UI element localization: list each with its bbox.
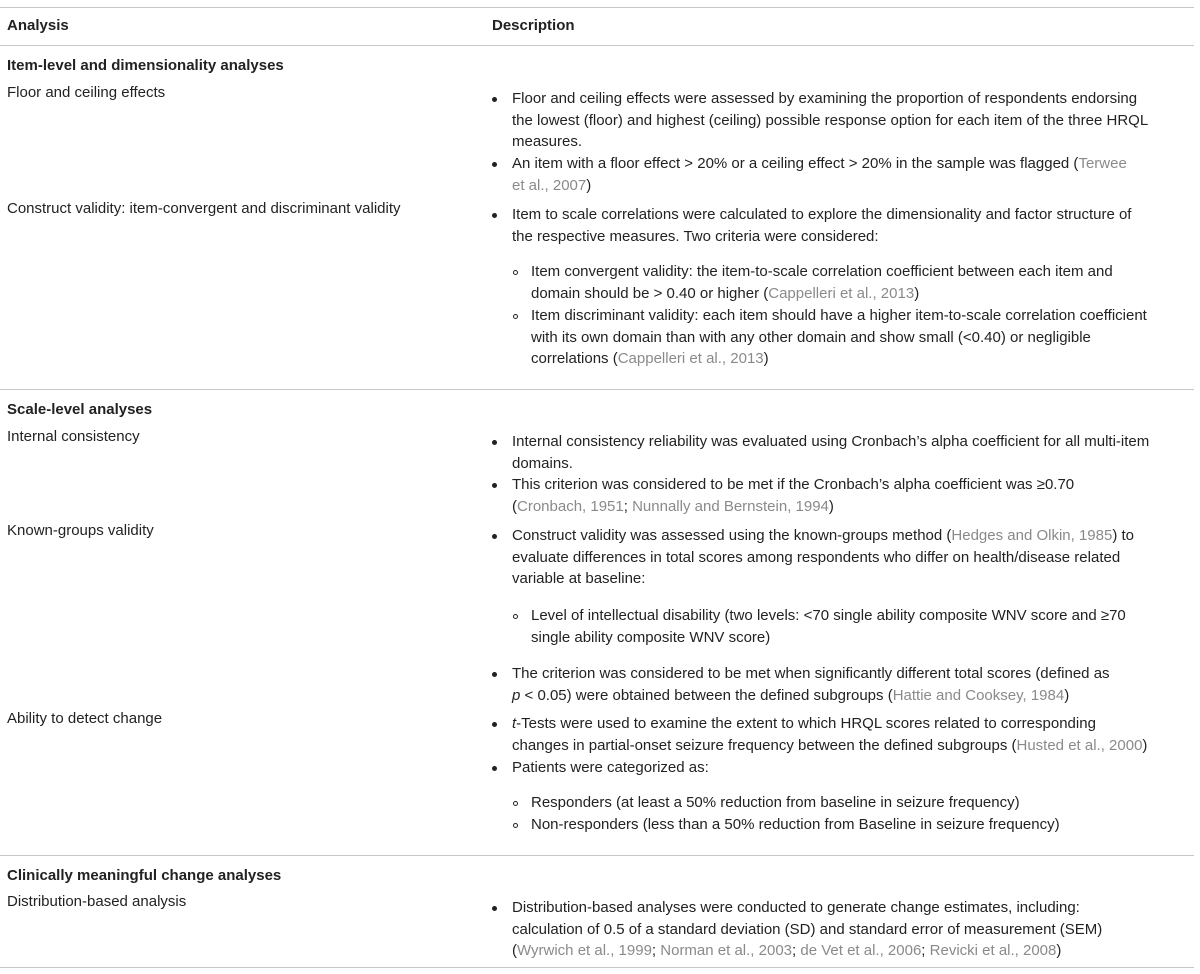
hollow-bullet-icon <box>513 314 518 319</box>
bullet-icon <box>492 534 497 539</box>
text-line <box>512 713 1096 735</box>
text-fragment: variable at baseline: <box>512 570 646 587</box>
bullet-icon <box>492 213 497 218</box>
section-title: Clinically meaningful change analyses <box>7 867 282 884</box>
text-line <box>512 110 1148 132</box>
hollow-bullet-icon <box>513 614 518 619</box>
citation-link: et al., 2007 <box>512 176 587 194</box>
text-fragment: the respective measures. Two criteria were considered: <box>512 227 879 245</box>
text-fragment: changes in partial-onset seizure frequency between the defined subgroups ( <box>512 736 1017 754</box>
bullet-icon <box>492 906 497 911</box>
text-line <box>512 757 709 779</box>
section-title: Scale-level analyses <box>7 401 153 418</box>
citation-link: Cappelleri et al., 2013 <box>768 284 915 302</box>
text-line <box>512 940 1061 962</box>
text-line <box>512 474 1074 496</box>
section-divider <box>0 389 1194 390</box>
citation-link: Revicki et al., 2008 <box>929 942 1057 959</box>
bullet-icon <box>492 766 497 771</box>
text-line <box>531 627 770 649</box>
text-fragment: evaluate differences in total scores among respondents who differ on health/disease related <box>512 548 1121 566</box>
text-line <box>531 327 1091 349</box>
text-fragment: Floor and ceiling effects were assessed by examining the proportion of respondents endorsing <box>512 90 1138 107</box>
hollow-bullet-icon <box>513 823 518 828</box>
citation-link: de Vet et al., 2006 <box>800 942 922 959</box>
citation-link: Terwee <box>1078 155 1127 172</box>
text-fragment: ; <box>792 942 801 959</box>
text-fragment: ) <box>586 176 592 194</box>
text-line <box>512 88 1137 110</box>
text-fragment: ) <box>1142 736 1148 754</box>
citation-link: Wyrwich et al., 1999 <box>517 942 652 959</box>
text-line <box>512 525 1134 547</box>
column-header-analysis: Analysis <box>7 17 69 34</box>
text-line <box>512 131 582 153</box>
citation-link: Norman et al., 2003 <box>660 942 793 959</box>
text-line <box>531 792 1020 814</box>
citation-link: Nunnally and Bernstein, 1994 <box>632 497 829 515</box>
bullet-icon <box>492 483 497 488</box>
text-fragment: Internal consistency reliability was evaluated using Cronbach’s alpha coefficient for all multi-item <box>512 433 1150 450</box>
text-line <box>512 204 1131 226</box>
text-fragment: An item with a floor effect > 20% or a ceiling effect > 20% in the sample was flagged ( <box>512 155 1079 172</box>
text-fragment: Patients were categorized as: <box>512 759 709 776</box>
text-fragment: -Tests were used to examine the extent to which HRQL scores related to corresponding <box>516 715 1096 732</box>
text-fragment: ; <box>623 497 633 515</box>
row-label: Distribution-based analysis <box>7 893 187 910</box>
text-fragment: Level of intellectual disability (two levels: <70 single ability composite WNV score and ≥70 <box>531 607 1126 624</box>
text-fragment: ) <box>914 284 920 302</box>
text-line <box>512 568 645 590</box>
bullet-icon <box>492 672 497 677</box>
text-fragment: ) <box>763 350 769 367</box>
row-label: Ability to detect change <box>7 710 163 727</box>
text-fragment: domains. <box>512 454 573 472</box>
text-fragment: Item to scale correlations were calculated to explore the dimensionality and factor structure of <box>512 206 1132 223</box>
text-fragment: ) to <box>1112 527 1135 544</box>
citation-link: Cappelleri et al., 2013 <box>617 350 764 367</box>
text-line <box>512 431 1149 453</box>
text-line <box>512 496 834 518</box>
table-bottom-rule <box>0 967 1194 968</box>
text-fragment: single ability composite WNV score) <box>531 628 771 646</box>
text-line <box>512 897 1080 919</box>
text-fragment: domain should be > 0.40 or higher ( <box>531 284 769 302</box>
text-line <box>531 814 1060 836</box>
section-title: Item-level and dimensionality analyses <box>7 57 284 74</box>
citation-link: Hedges and Olkin, 1985 <box>951 527 1113 544</box>
row-label: Construct validity: item-convergent and discriminant validity <box>7 200 401 217</box>
citation-link: Cronbach, 1951 <box>517 497 624 515</box>
text-fragment: calculation of 0.5 of a standard deviation (SD) and standard error of measurement (SEM) <box>512 920 1103 938</box>
table-top-rule <box>0 7 1194 8</box>
text-line <box>531 283 919 305</box>
text-fragment: Distribution-based analyses were conducted to generate change estimates, including: <box>512 899 1080 916</box>
row-label: Internal consistency <box>7 428 140 445</box>
text-fragment: the lowest (floor) and highest (ceiling) possible response option for each item of the three HRQL <box>512 111 1149 129</box>
text-fragment: ) <box>1056 942 1062 959</box>
text-line <box>531 605 1126 627</box>
text-line <box>531 261 1113 283</box>
text-fragment: correlations ( <box>531 350 618 367</box>
text-line <box>531 348 769 370</box>
text-fragment: < 0.05) were obtained between the defined subgroups ( <box>520 686 893 704</box>
text-fragment: Item discriminant validity: each item should have a higher item-to-scale correlation coefficient <box>531 307 1147 324</box>
hollow-bullet-icon <box>513 801 518 806</box>
text-fragment: Construct validity was assessed using the known-groups method ( <box>512 527 952 544</box>
section-divider <box>0 855 1194 856</box>
text-fragment: ; <box>921 942 930 959</box>
text-line <box>531 305 1147 327</box>
text-fragment: measures. <box>512 133 583 150</box>
text-fragment: ) <box>1064 686 1070 704</box>
bullet-icon <box>492 722 497 727</box>
citation-link: Hattie and Cooksey, 1984 <box>892 686 1065 704</box>
text-line <box>512 663 1110 685</box>
text-line <box>512 226 879 248</box>
text-fragment: The criterion was considered to be met when significantly different total scores (defined as <box>512 665 1110 682</box>
column-header-description: Description <box>492 17 575 34</box>
text-fragment: ( <box>512 942 517 959</box>
text-fragment: ( <box>512 497 517 515</box>
text-line <box>512 547 1120 569</box>
text-line <box>512 153 1127 175</box>
citation-link: Husted et al., 2000 <box>1016 736 1143 754</box>
row-label: Floor and ceiling effects <box>7 84 166 101</box>
text-fragment: This criterion was considered to be met if the Cronbach’s alpha coefficient was ≥0.70 <box>512 476 1075 493</box>
text-line <box>512 175 591 197</box>
text-fragment: Item convergent validity: the item-to-scale correlation coefficient between each item and <box>531 263 1113 280</box>
text-fragment: ; <box>651 942 661 959</box>
text-fragment: with its own domain than with any other domain and show small (<0.40) or negligible <box>531 328 1091 346</box>
hollow-bullet-icon <box>513 270 518 275</box>
text-line <box>512 919 1102 941</box>
italic-symbol: p <box>512 686 521 704</box>
text-fragment: ) <box>828 497 834 515</box>
text-line <box>512 453 573 475</box>
text-line <box>512 735 1147 757</box>
bullet-icon <box>492 440 497 445</box>
italic-symbol: t <box>512 715 517 732</box>
text-fragment: Responders (at least a 50% reduction from baseline in seizure frequency) <box>531 794 1020 811</box>
text-line <box>512 685 1069 707</box>
bullet-icon <box>492 162 497 167</box>
text-fragment: Non-responders (less than a 50% reduction from Baseline in seizure frequency) <box>531 816 1060 833</box>
row-label: Known-groups validity <box>7 522 154 539</box>
header-bottom-rule <box>0 45 1194 46</box>
bullet-icon <box>492 97 497 102</box>
